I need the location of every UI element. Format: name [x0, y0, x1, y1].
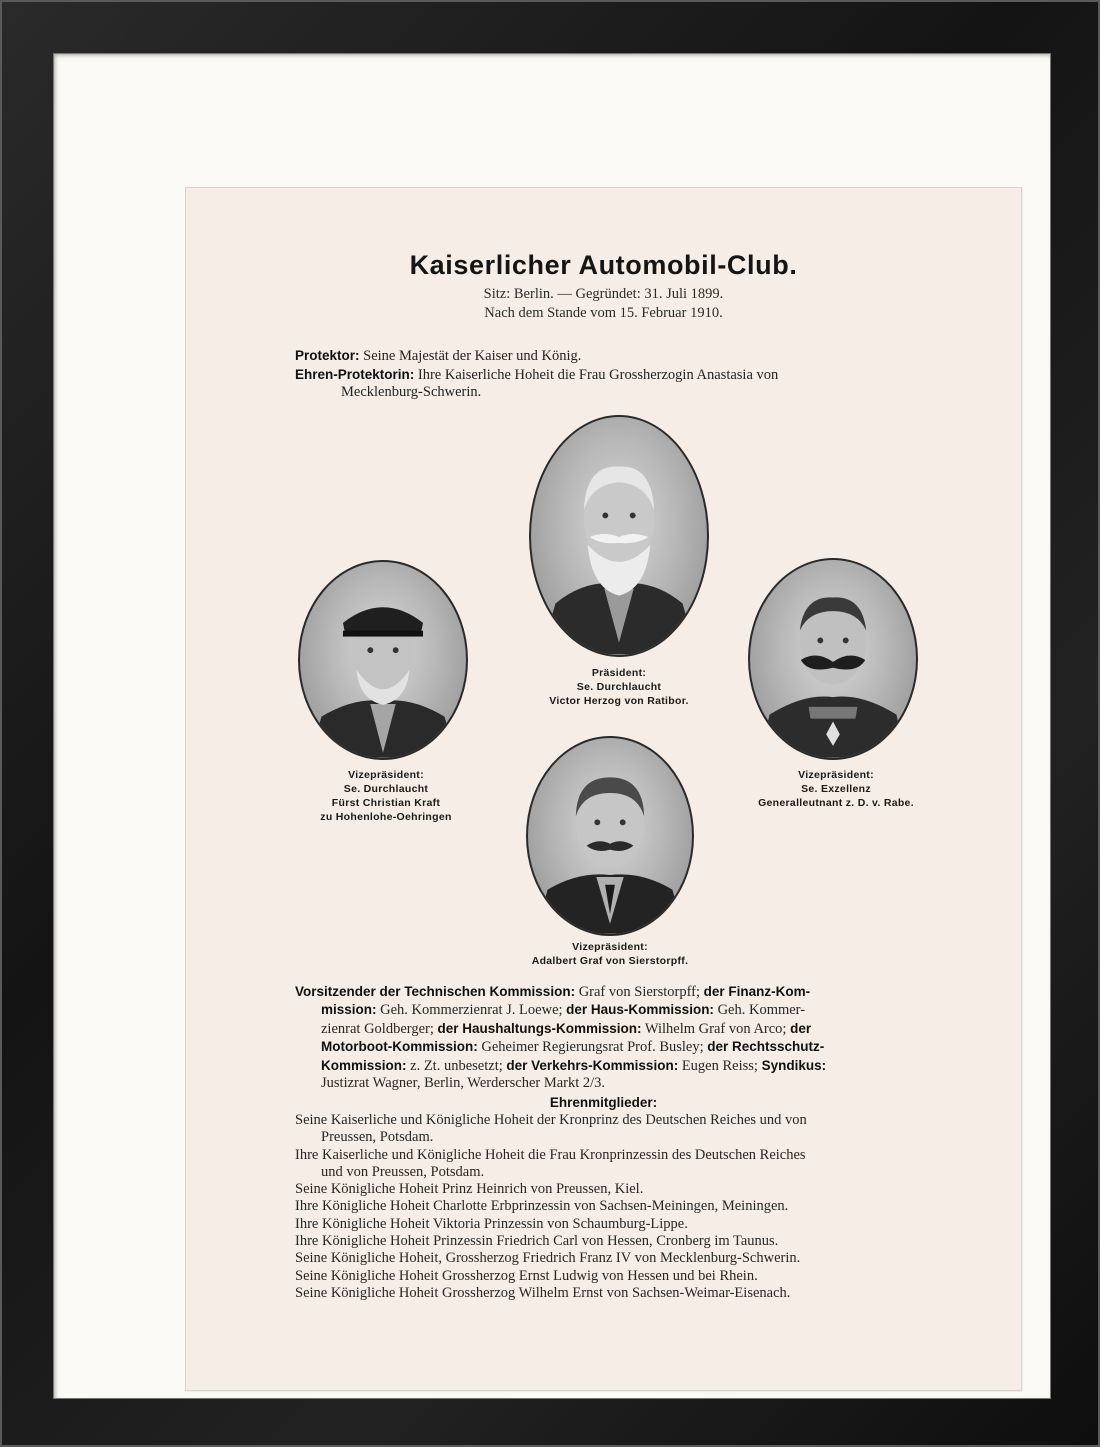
- vice-left-caption-name-cont: zu Hohenlohe-Oehringen: [320, 811, 452, 823]
- president-caption: [519, 666, 719, 708]
- vice-left-caption-role: Vizepräsident:: [348, 769, 424, 781]
- honorary-line: Seine Königliche Hoheit Prinz Heinrich von Preussen, Kiel.: [295, 1181, 644, 1198]
- honorary-line: Seine Königliche Hoheit, Grossherzog Friedrich Franz IV von Mecklenburg-Schwerin.: [295, 1250, 801, 1267]
- president-caption-role: Präsident:: [591, 667, 647, 679]
- honorary-line: Preussen, Potsdam.: [321, 1129, 434, 1146]
- honorary-line: Seine Königliche Hoheit Grossherzog Wilhelm Ernst von Sachsen-Weimar-Eisenach.: [295, 1284, 791, 1301]
- vice-president-bottom-portrait-photo: [526, 736, 694, 936]
- president-portrait-figure: [531, 417, 707, 655]
- ehren-protektorin-text-cont: Mecklenburg-Schwerin.: [341, 384, 482, 400]
- honorary-members-list: [295, 1112, 922, 1302]
- president-caption-name: Victor Herzog von Ratibor.: [549, 695, 689, 707]
- protektor-line: [295, 346, 935, 366]
- commissions-line-3: zienrat Goldberger; der Haushaltungs-Kommission: Wilhelm Graf von Arco; der: [321, 1020, 812, 1037]
- ehren-protektorin-label: Ehren-Protektorin:: [295, 367, 415, 382]
- vice-president-right-portrait-photo: [748, 558, 918, 760]
- protektor-text: Seine Majestät der Kaiser und König.: [363, 348, 582, 364]
- commissions-line-2: mission: Geh. Kommerzienrat J. Loewe; der Haus-Kommission: Geh. Kommer-: [321, 1002, 806, 1019]
- protektor-label: Protektor:: [295, 348, 360, 363]
- commissions-line-1: Vorsitzender der Technischen Kommission: Graf von Sierstorpff; der Finanz-Kom-: [295, 984, 811, 1000]
- vice-right-caption-role: Vizepräsident:: [798, 769, 874, 781]
- vice-left-caption-name: Fürst Christian Kraft: [331, 797, 441, 809]
- vice-president-left-caption: [286, 768, 486, 824]
- subtitle-seat-founded: Sitz: Berlin. — Gegründet: 31. Juli 1899.: [483, 286, 724, 302]
- vice-president-left-figure: [300, 562, 466, 758]
- honorary-line: Seine Kaiserliche und Königliche Hoheit der Kronprinz des Deutschen Reiches und von: [295, 1112, 807, 1128]
- vice-president-bottom-figure: [528, 738, 692, 934]
- commissions-line-6: Justizrat Wagner, Berlin, Werderscher Markt 2/3.: [321, 1075, 606, 1092]
- honorary-line: Ihre Königliche Hoheit Charlotte Erbprinzessin von Sachsen-Meiningen, Meiningen.: [295, 1198, 789, 1215]
- vice-president-left-portrait-photo: [298, 560, 468, 760]
- vice-left-caption-title: Se. Durchlaucht: [343, 783, 429, 795]
- subtitle-status-date: Nach dem Stande vom 15. Februar 1910.: [484, 305, 723, 321]
- vice-president-right-figure: [750, 560, 916, 758]
- honorary-members-heading: Ehrenmitglieder:: [549, 1095, 658, 1110]
- printed-page: [186, 188, 1021, 1390]
- vice-president-right-caption: [726, 768, 946, 810]
- honorary-line: Ihre Königliche Hoheit Prinzessin Friedrich Carl von Hessen, Cronberg im Taunus.: [295, 1233, 779, 1250]
- commissions-line-5: Kommission: z. Zt. unbesetzt; der Verkehrs-Kommission: Eugen Reiss; Syndikus:: [321, 1057, 827, 1074]
- commissions-paragraph: [295, 983, 922, 1092]
- vice-right-caption-name: Generalleutnant z. D. v. Rabe.: [758, 797, 914, 809]
- honorary-line: und von Preussen, Potsdam.: [321, 1163, 485, 1180]
- vice-bottom-caption-role: Vizepräsident:: [572, 941, 648, 953]
- honorary-line: Ihre Königliche Hoheit Viktoria Prinzessin von Schaumburg-Lippe.: [295, 1215, 688, 1232]
- president-caption-title: Se. Durchlaucht: [576, 681, 662, 693]
- honorary-line: Seine Königliche Hoheit Grossherzog Ernst Ludwig von Hessen und bei Rhein.: [295, 1267, 758, 1284]
- commissions-line-4: Motorboot-Kommission: Geheimer Regierungsrat Prof. Busley; der Rechtsschutz-: [321, 1039, 825, 1056]
- vice-bottom-caption-name: Adalbert Graf von Sierstorpff.: [531, 955, 689, 967]
- ehren-protektorin-line: [295, 365, 925, 385]
- president-portrait-photo: [529, 415, 709, 657]
- passepartout-mat: [53, 53, 1051, 1399]
- vice-right-caption-title: Se. Exzellenz: [801, 783, 871, 795]
- page-title: Kaiserlicher Automobil-Club.: [409, 250, 798, 280]
- vice-president-bottom-caption: [500, 940, 720, 968]
- ehren-protektorin-text: Ihre Kaiserliche Hoheit die Frau Grossherzogin Anastasia von: [417, 367, 779, 383]
- honorary-line: Ihre Kaiserliche und Königliche Hoheit die Frau Kronprinzessin des Deutschen Reiches: [295, 1146, 806, 1163]
